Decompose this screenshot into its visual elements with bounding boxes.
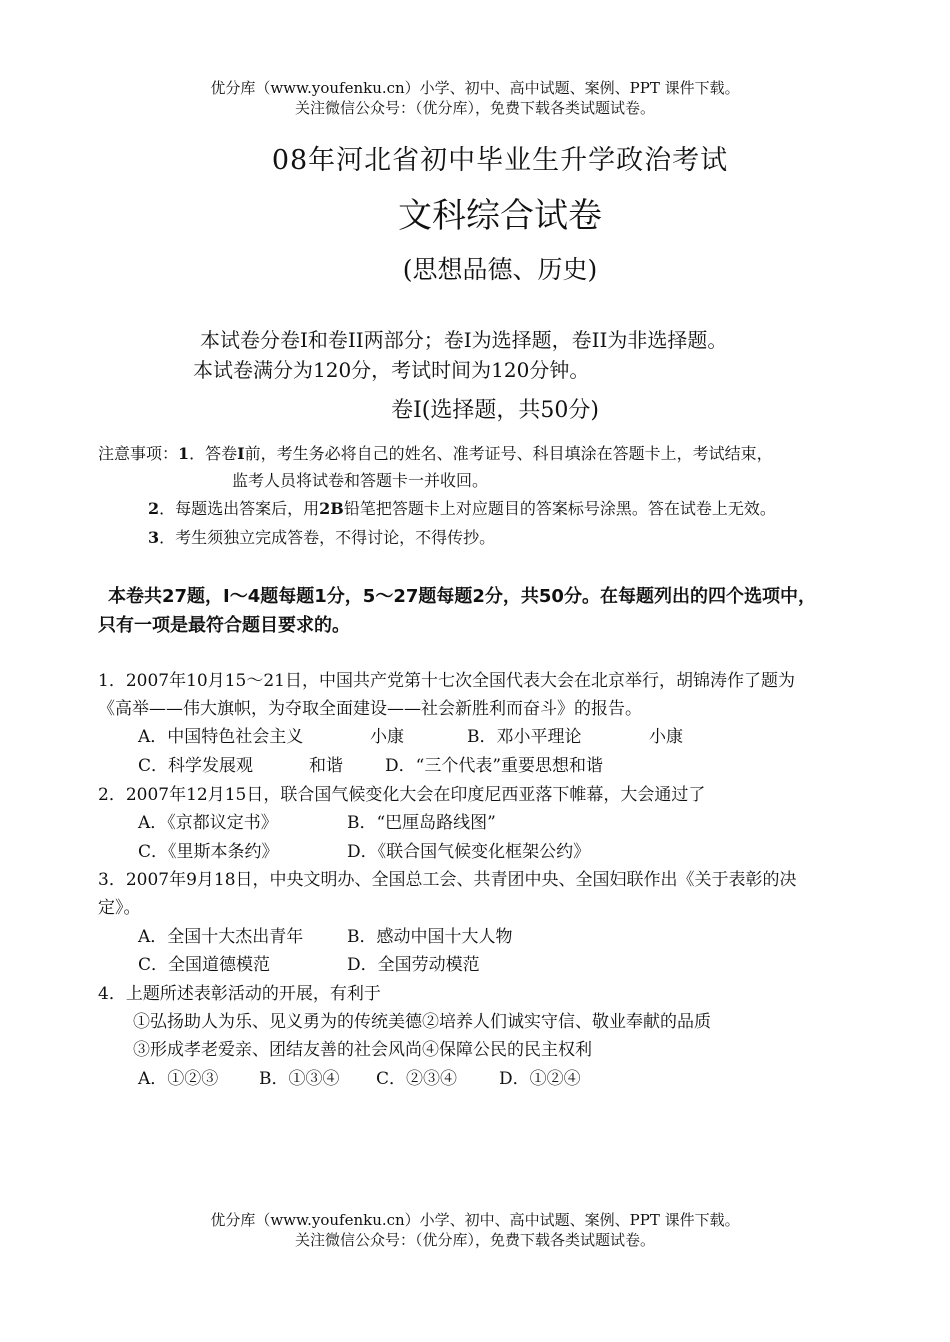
header-line-1: 优分库（www.youfenku.cn）小学、初中、高中试题、案例、PPT 课件下载。: [210, 79, 740, 97]
notes-2-text-b: 铅笔把答题卡上对应题目的答案标号涂黑。答在试卷上无效。: [343, 499, 776, 518]
question-1-stem-continued: 《高举——伟大旗帜，为夺取全面建设——社会新胜利而奋斗》的报告。: [98, 699, 642, 719]
question-3-option-b: B．感动中国十大人物: [347, 927, 513, 947]
question-1-option-b-2: 小康: [649, 727, 683, 747]
question-1-option-c-2: 和谐: [309, 756, 343, 776]
footer-line-2: 关注微信公众号：（优分库），免费下载各类试题试卷。: [294, 1231, 655, 1249]
notes-item-3: [148, 525, 495, 548]
notes-1-number: 1: [178, 444, 190, 463]
question-3-option-a: A．全国十大杰出青年: [138, 927, 304, 947]
question-4-option-a: A．①②③: [138, 1069, 219, 1089]
notes-2-bold: 2B: [319, 499, 344, 518]
part-one-title: 卷Ⅰ(选择题，共50分): [391, 398, 599, 423]
question-4-statements-2: ③形成孝老爱亲、团结友善的社会风尚④保障公民的民主权利: [133, 1040, 592, 1060]
intro-line-2: 本试卷满分为120分，考试时间为120分钟。: [193, 358, 590, 382]
question-2-option-a: A．《京都议定书》: [138, 813, 278, 833]
notes-1-bold: I: [237, 444, 245, 463]
question-3-option-c: C．全国道德模范: [138, 955, 271, 975]
header-line-2: 关注微信公众号：（优分库），免费下载各类试题试卷。: [294, 99, 655, 117]
footer-line-1: 优分库（www.youfenku.cn）小学、初中、高中试题、案例、PPT 课件下载。: [210, 1211, 740, 1229]
notes-1-text-a: ．答卷: [189, 444, 238, 463]
question-4-option-c: C．②③④: [376, 1069, 458, 1089]
question-4-stem: 4．上题所述表彰活动的开展，有利于: [98, 984, 381, 1004]
question-1-option-d: D．“三个代表”重要思想和谐: [385, 756, 604, 776]
notes-item-1-continued: 监考人员将试卷和答题卡一并收回。: [232, 471, 489, 490]
notes-3-text: ．考生须独立完成答卷，不得讨论，不得传抄。: [159, 528, 496, 547]
notes-2-text-a: ．每题选出答案后，用: [159, 499, 320, 518]
question-2-option-b: B．“巴厘岛路线图”: [347, 813, 496, 833]
instructions-line-2: 只有一项是最符合题目要求的。: [98, 615, 350, 636]
exam-title: 08年河北省初中毕业生升学政治考试: [271, 145, 729, 176]
question-2-option-c: C．《里斯本条约》: [138, 842, 279, 862]
question-4-statements-1: ①弘扬助人为乐、见义勇为的传统美德②培养人们诚实守信、敬业奉献的品质: [133, 1012, 711, 1032]
question-1-option-a: A．中国特色社会主义: [138, 727, 304, 747]
notes-item-2: [148, 496, 776, 519]
instructions-line-1: 本卷共27题，Ⅰ～4题每题1分，5～27题每题2分，共50分。在每题列出的四个选项中，: [108, 586, 816, 607]
intro-line-1: 本试卷分卷I和卷II两部分；卷I为选择题，卷II为非选择题。: [200, 328, 728, 352]
notes-3-number: 3: [148, 528, 160, 547]
notes-item-1: [98, 441, 773, 464]
question-1-option-c: C．科学发展观: [138, 756, 254, 776]
notes-1-text-b: 前，考生务必将自己的姓名、准考证号、科目填涂在答题卡上，考试结束，: [244, 444, 773, 463]
question-4-option-b: B．①③④: [259, 1069, 340, 1089]
question-3-stem-continued: 定》。: [98, 898, 141, 918]
notes-label: 注意事项：: [98, 444, 179, 463]
exam-subtitle: 文科综合试卷: [398, 196, 602, 236]
question-1-option-b: B．邓小平理论: [467, 727, 582, 747]
question-2-option-d: D．《联合国气候变化框架公约》: [347, 842, 591, 862]
question-3-stem: 3．2007年9月18日，中央文明办、全国总工会、共青团中央、全国妇联作出《关于表彰的决: [98, 870, 797, 890]
question-3-option-d: D．全国劳动模范: [347, 955, 480, 975]
question-2-stem: 2．2007年12月15日，联合国气候变化大会在印度尼西亚落下帷幕，大会通过了: [98, 785, 706, 805]
question-4-option-d: D．①②④: [499, 1069, 581, 1089]
exam-subjects: (思想品德、历史): [402, 255, 598, 284]
question-1-option-a-2: 小康: [370, 727, 404, 747]
question-1-stem: 1．2007年10月15～21日，中国共产党第十七次全国代表大会在北京举行，胡锦涛作了题为: [98, 671, 795, 691]
notes-2-number: 2: [148, 499, 160, 518]
